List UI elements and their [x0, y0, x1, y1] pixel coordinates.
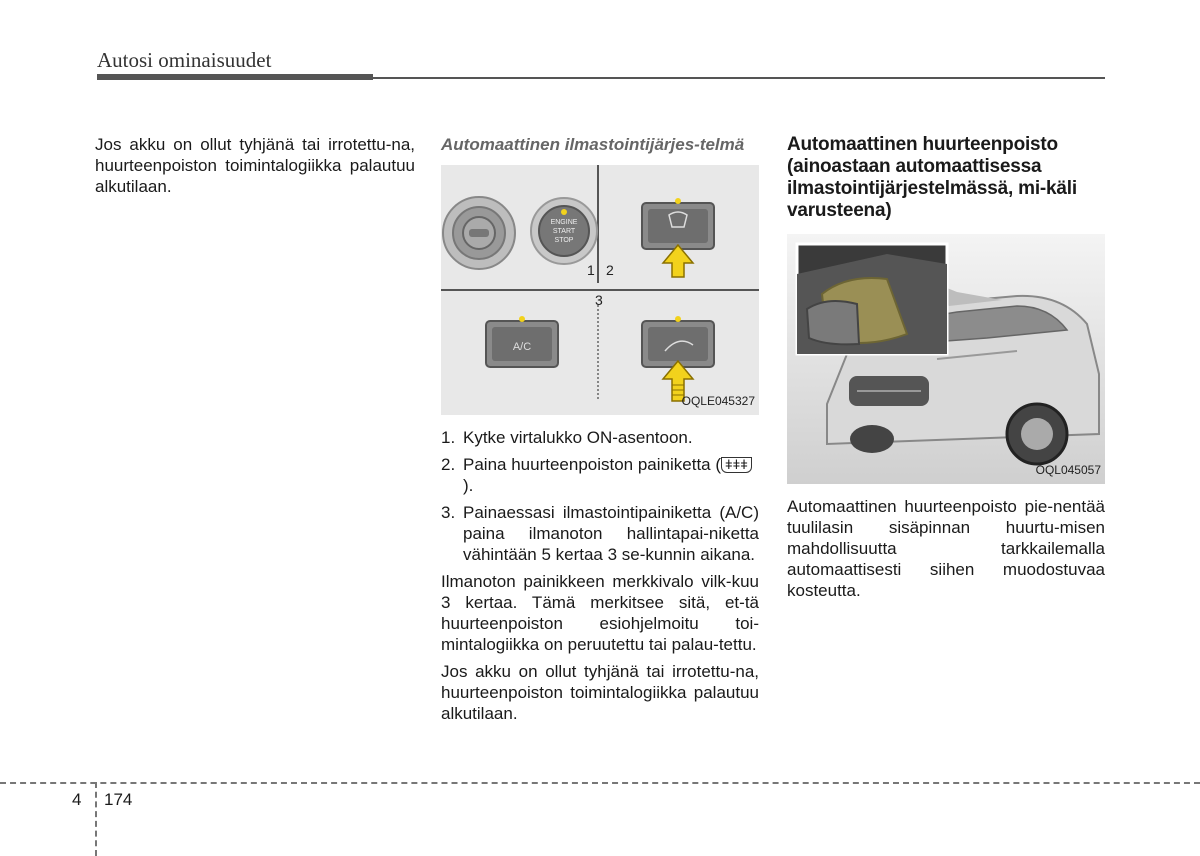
list-item: [441, 502, 759, 565]
list-item: [441, 454, 759, 496]
figure-label-2: 2: [606, 262, 614, 278]
battery-reset-paragraph: Jos akku on ollut tyhjänä tai irrotettu-na, huurteenpoiston toimintalogiikka palautuu alkutilaan.: [95, 135, 415, 196]
header-rule: [373, 77, 1105, 79]
climate-control-figure: [441, 165, 759, 415]
figure-label-3: 3: [595, 292, 603, 308]
column-right: [787, 134, 1105, 607]
page-number: 174: [104, 790, 133, 809]
ac-button-icon: [486, 316, 558, 367]
column-middle: [441, 134, 759, 730]
figure-code: OQL045057: [1035, 463, 1101, 477]
indicator-paragraph: Ilmanoton painikkeen merkkivalo vilk-kuu 3 kertaa. Tämä merkitsee sitä, et-tä huurteenpoiston esiohjelmoitu toi-mintalogiikka on peruutettu tai palau-tettu.: [441, 572, 759, 654]
footer-divider: [0, 782, 1200, 784]
figure-code: OQLE045327: [681, 394, 755, 408]
step-number: 2.: [441, 455, 456, 474]
step-number: 3.: [441, 503, 456, 522]
list-item: [441, 427, 759, 448]
ignition-switch-icon: [443, 197, 515, 269]
step-text: Kytke virtalukko ON-asentoon.: [463, 428, 693, 447]
defrost-icon: ǂǂǂ: [721, 457, 752, 473]
section-subheading: Automaattinen ilmastointijärjes-telmä: [441, 135, 745, 154]
header-bar: [97, 74, 373, 80]
step-text: Painaessasi ilmastointipainiketta (A/C) paina ilmanoton hallintapai-niketta vähintään 5 kertaa 3 se-kunnin aikana.: [463, 503, 759, 564]
figure-label-1: 1: [587, 262, 595, 278]
page-header-title: Autosi ominaisuudet: [97, 48, 272, 72]
column-left: [95, 134, 415, 197]
car-figure: [787, 234, 1105, 484]
start-button-line3: STOP: [554, 237, 574, 244]
air-intake-button-icon: [642, 316, 714, 367]
battery-paragraph: Jos akku on ollut tyhjänä tai irrotettu-na, huurteenpoiston toimintalogiikka palautuu alkutilaan.: [441, 662, 759, 723]
defrost-button-icon: [642, 198, 714, 249]
start-button-line1: ENGINE: [550, 219, 578, 226]
car-illustration: [787, 234, 1105, 484]
section-heading: Automaattinen huurteenpoisto (ainoastaan automaattisessa ilmastointijärjestelmässä, mi-käli varusteena): [787, 134, 1077, 221]
step-text-end: ).: [463, 476, 474, 495]
ac-button-label: A/C: [512, 341, 532, 353]
step-number: 1.: [441, 428, 456, 447]
footer-vertical-divider: [95, 782, 97, 856]
step-text: Paina huurteenpoiston painiketta (: [463, 455, 722, 474]
auto-defog-paragraph: Automaattinen huurteenpoisto pie-nentää tuulilasin sisäpinnan huurtu-misen mahdollisuutta tarkkailemalla automaattisesti siihen muodostuvaa kosteutta.: [787, 497, 1105, 600]
climate-control-illustration: [441, 165, 759, 415]
start-button-line2: START: [552, 228, 576, 235]
instruction-steps: [441, 427, 759, 565]
engine-start-stop-button-icon: [531, 198, 597, 264]
chapter-number: 4: [72, 790, 82, 809]
